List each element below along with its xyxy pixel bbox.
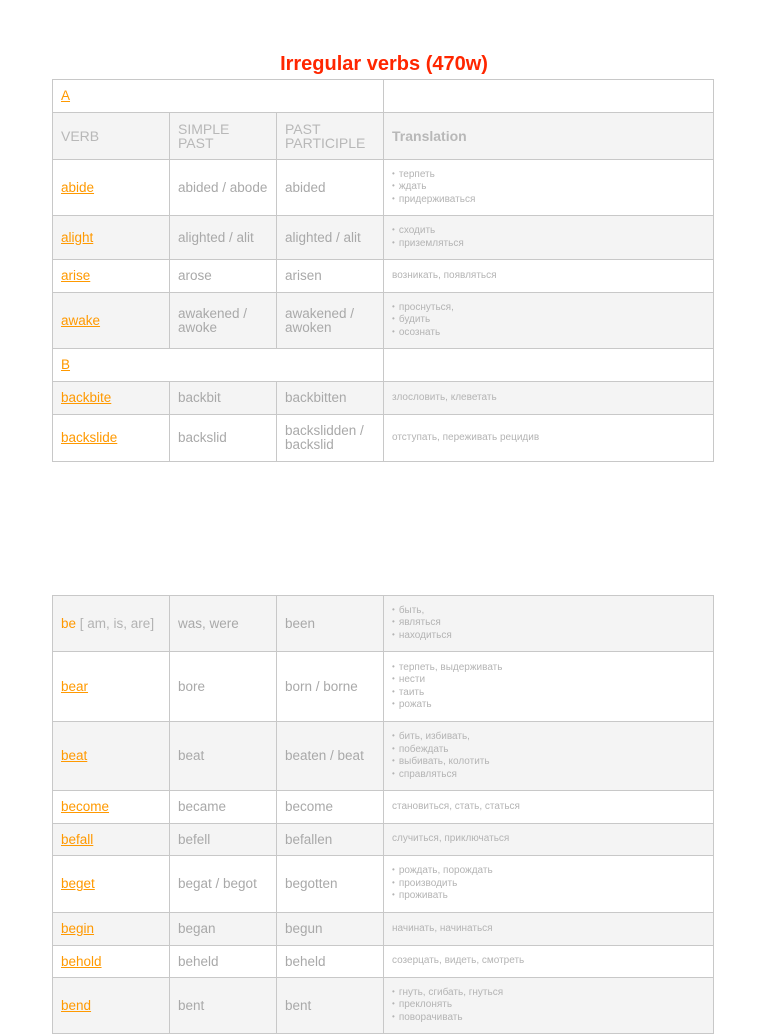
header-simple-past: SIMPLE PAST <box>170 113 277 160</box>
simple-past: begat / begot <box>170 856 277 913</box>
simple-past: bore <box>170 652 277 722</box>
table-row <box>53 216 714 260</box>
past-participle: born / borne <box>277 652 384 722</box>
translation: • бить, избивать, • побеждать • выбивать, колотить • справляться <box>384 722 714 791</box>
past-participle: backbitten <box>277 382 384 415</box>
simple-past: began <box>170 913 277 946</box>
table-row <box>53 260 714 293</box>
translation: • терпеть, выдерживать • нести • таить • рожать <box>384 652 714 722</box>
past-participle: befallen <box>277 824 384 856</box>
verb-link[interactable]: behold <box>53 946 170 978</box>
verb-link[interactable]: arise <box>53 260 170 293</box>
verb-link[interactable]: beget <box>53 856 170 913</box>
translation: • проснуться, • будить • осознать <box>384 293 714 349</box>
past-participle: alighted / alit <box>277 216 384 260</box>
table-row <box>53 856 714 913</box>
header-row <box>53 113 714 160</box>
past-participle: abided <box>277 160 384 216</box>
verb-link[interactable]: become <box>53 791 170 824</box>
past-participle: begotten <box>277 856 384 913</box>
translation: возникать, появляться <box>384 260 714 293</box>
verb-link[interactable]: alight <box>53 216 170 260</box>
past-participle: beaten / beat <box>277 722 384 791</box>
simple-past: backslid <box>170 415 277 462</box>
translation: отступать, переживать рецидив <box>384 415 714 462</box>
simple-past: bent <box>170 978 277 1034</box>
verb-link[interactable]: backbite <box>53 382 170 415</box>
table-row <box>53 415 714 462</box>
table-row <box>53 293 714 349</box>
verb-link[interactable]: begin <box>53 913 170 946</box>
past-participle: awakened / awoken <box>277 293 384 349</box>
header-past-participle: PAST PARTICIPLE <box>277 113 384 160</box>
table-row <box>53 791 714 824</box>
simple-past: alighted / alit <box>170 216 277 260</box>
table-row <box>53 382 714 415</box>
past-participle: been <box>277 596 384 652</box>
simple-past: beheld <box>170 946 277 978</box>
verb-link[interactable]: awake <box>53 293 170 349</box>
simple-past: befell <box>170 824 277 856</box>
simple-past: beat <box>170 722 277 791</box>
verb-cell: be [ am, is, are] <box>53 596 170 652</box>
verb-link[interactable]: abide <box>53 160 170 216</box>
translation: злословить, клеветать <box>384 382 714 415</box>
table-row <box>53 978 714 1034</box>
verbs-table-2 <box>52 595 714 1034</box>
past-participle: bent <box>277 978 384 1034</box>
table-row <box>53 160 714 216</box>
translation: случиться, приключаться <box>384 824 714 856</box>
table-row <box>53 946 714 978</box>
simple-past: arose <box>170 260 277 293</box>
header-translation: Translation <box>384 113 714 160</box>
simple-past: awakened / awoke <box>170 293 277 349</box>
simple-past: backbit <box>170 382 277 415</box>
verb-link[interactable]: befall <box>53 824 170 856</box>
past-participle: backslidden / backslid <box>277 415 384 462</box>
translation: • рождать, порождать • производить • проживать <box>384 856 714 913</box>
table-row <box>53 722 714 791</box>
past-participle: become <box>277 791 384 824</box>
verbs-table-1 <box>52 79 714 462</box>
page-title: Irregular verbs (470w) <box>280 53 488 75</box>
section-row-a <box>53 80 714 113</box>
translation: становиться, стать, статься <box>384 791 714 824</box>
table-row <box>53 596 714 652</box>
simple-past: became <box>170 791 277 824</box>
verb-link[interactable]: bend <box>53 978 170 1034</box>
translation: созерцать, видеть, смотреть <box>384 946 714 978</box>
header-verb: VERB <box>53 113 170 160</box>
table-row <box>53 652 714 722</box>
simple-past: was, were <box>170 596 277 652</box>
section-letter-b[interactable]: B <box>53 349 384 382</box>
section-row-b <box>53 349 714 382</box>
section-letter-a[interactable]: A <box>53 80 384 113</box>
past-participle: beheld <box>277 946 384 978</box>
past-participle: arisen <box>277 260 384 293</box>
verb-link[interactable]: backslide <box>53 415 170 462</box>
translation: • быть, • являться • находиться <box>384 596 714 652</box>
translation: • гнуть, сгибать, гнуться • преклонять • поворачивать <box>384 978 714 1034</box>
translation: начинать, начинаться <box>384 913 714 946</box>
translation: • сходить • приземляться <box>384 216 714 260</box>
table-row <box>53 913 714 946</box>
translation: • терпеть • ждать • придерживаться <box>384 160 714 216</box>
table-row <box>53 824 714 856</box>
simple-past: abided / abode <box>170 160 277 216</box>
verb-link[interactable]: beat <box>53 722 170 791</box>
verb-link[interactable]: bear <box>53 652 170 722</box>
past-participle: begun <box>277 913 384 946</box>
